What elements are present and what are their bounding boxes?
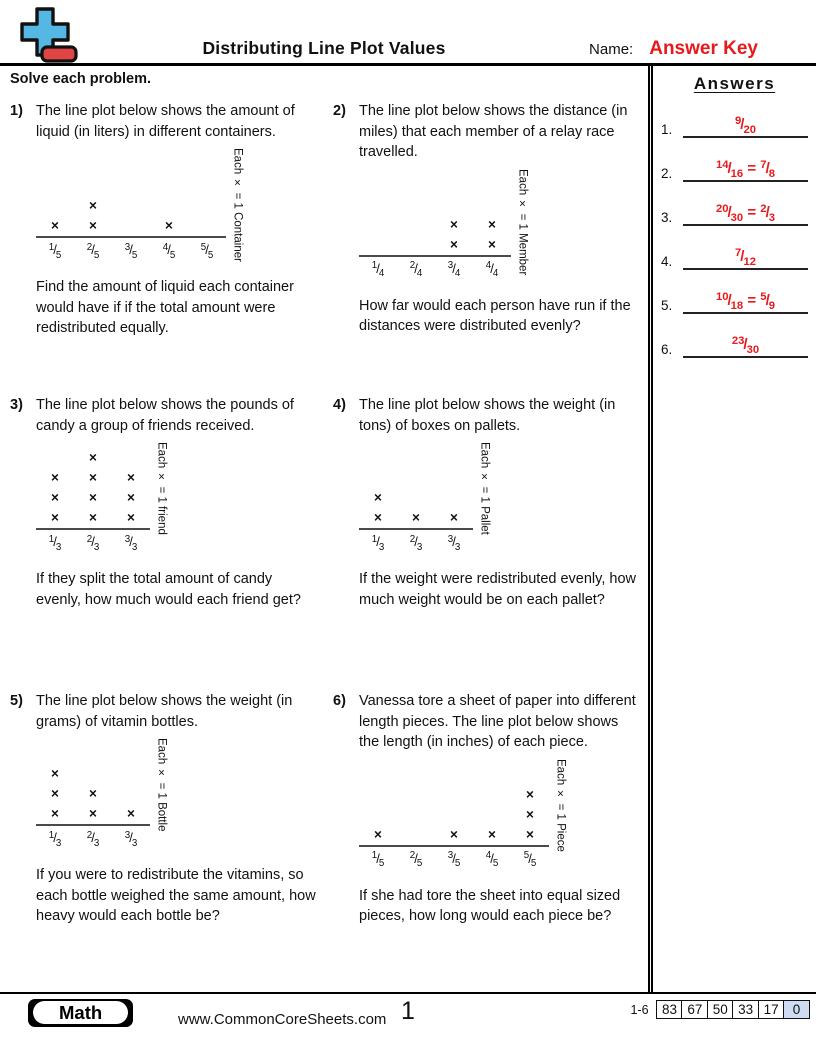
score-cell: 0 [783,1000,810,1019]
x-mark: × [51,786,59,802]
tick-label [397,530,435,554]
problem-number: 3) [10,397,23,413]
content [0,66,816,992]
tick-label [473,847,511,871]
problem-question: Find the amount of liquid each container would have if if the total amount were redistributed equally. [36,279,294,337]
name-label: Name: [589,41,634,58]
x-mark: × [127,806,135,822]
score-boxes [658,1000,810,1019]
problem-text: The line plot below shows the distance (in miles) that each member of a relay race travelled. [359,103,628,161]
answer-value [731,334,760,356]
plot-column [36,764,74,824]
plot-legend: Each × = 1 friend [155,442,168,536]
problem-1 [10,95,321,389]
fraction: $^2/_5$ [409,850,423,870]
answer-blank-line [683,204,808,226]
tick-label [150,238,188,262]
fraction: $^7/_8$ [760,158,775,180]
answer-value: $^{14}/_{16} = ^7/_8$ [715,158,775,180]
plot-column [36,216,74,236]
plot-column [74,196,112,236]
x-mark: × [526,826,534,842]
plot-axis [36,442,150,530]
plot-column [112,804,150,824]
x-mark: × [450,510,458,526]
answer-row [661,182,808,226]
problem-number: 1) [10,103,23,119]
score-cell: 83 [656,1000,683,1019]
line-plot [36,442,321,554]
x-mark: × [374,826,382,842]
line-plot [359,169,644,281]
tick-label [397,847,435,871]
problem-text: The line plot below shows the weight (in tons) of boxes on pallets. [359,397,616,434]
problem-text: The line plot below shows the amount of liquid (in liters) in different containers. [36,103,295,140]
plot-tick-labels [359,257,511,281]
plot-legend: Each × = 1 Piece [554,758,567,852]
footer [0,992,816,1056]
math-badge [28,999,133,1027]
answer-number: 4. [661,254,673,269]
tick-label [74,530,112,554]
answer-row [661,314,808,358]
problem-question: If they split the total amount of candy evenly, how much would each friend get? [36,571,301,608]
fraction: $^9/_{20}$ [735,114,756,136]
plot-column [435,215,473,255]
answer-blank-line [683,160,808,182]
header [0,0,816,66]
x-mark: × [89,510,97,526]
x-mark: × [526,786,534,802]
tick-label [112,530,150,554]
fraction: $^5/_9$ [760,290,775,312]
plot-tick-labels [36,238,226,262]
answer-number: 6. [661,342,673,357]
answer-number: 3. [661,210,673,225]
x-mark: × [374,490,382,506]
problem-number: 5) [10,693,23,709]
x-mark: × [89,470,97,486]
problem-text: Vanessa tore a sheet of paper into different length pieces. The line plot below shows the length (in inches) of each piece. [359,693,636,751]
answer-number: 1. [661,122,673,137]
plot-axis [36,148,226,238]
score-cell: 17 [758,1000,785,1019]
plot-column [74,448,112,528]
fraction: $^{14}/_{16}$ [715,158,744,180]
x-mark: × [89,786,97,802]
problem-5 [10,685,321,927]
score-cell: 50 [707,1000,734,1019]
tick-label [36,826,74,850]
problem-text: The line plot below shows the weight (in grams) of vitamin bottles. [36,693,293,730]
plot-axis [36,738,150,826]
fraction: $^1/_3$ [371,533,385,553]
answers-title: Answers [693,74,776,93]
problem-question: If she had tore the sheet into equal sized pieces, how long would each piece be? [359,887,621,925]
fraction: $^2/_5$ [86,241,100,261]
answer-blank-line [683,336,808,358]
x-mark: × [89,450,97,466]
page-number: 1 [401,997,415,1025]
plot-legend: Each × = 1 Container [231,148,244,263]
fraction: $^{20}/_{30}$ [715,202,744,224]
tick-label [36,530,74,554]
fraction: $^4/_5$ [485,850,499,870]
answer-key-label: Answer Key [649,38,758,59]
plot-column [511,785,549,845]
x-mark: × [51,766,59,782]
plot-column [473,825,511,845]
answer-value [735,114,756,136]
name-block [589,38,758,60]
tick-label [359,257,397,281]
plot-column [473,215,511,255]
answer-row [661,94,808,138]
plot-column [397,508,435,528]
line-plot [359,442,644,554]
plot-column [359,825,397,845]
problem-4 [333,389,644,685]
problems-area [0,66,648,992]
site-url: www.CommonCoreSheets.com [178,1011,387,1028]
fraction: $^{10}/_{18}$ [715,290,744,312]
x-mark: × [127,490,135,506]
fraction: $^4/_4$ [485,260,499,280]
x-mark: × [450,826,458,842]
answers-list [661,94,808,358]
x-mark: × [51,218,59,234]
answer-number: 2. [661,166,673,181]
page-title: Distributing Line Plot Values [202,38,446,58]
math-badge-label: Math [33,1001,128,1024]
plot-axis [359,169,511,257]
fraction: $^{23}/_{30}$ [731,334,760,356]
x-mark: × [89,490,97,506]
fraction: $^1/_3$ [48,829,62,849]
fraction: $^1/_5$ [48,241,62,261]
tick-label [397,257,435,281]
answer-value [735,246,756,268]
score-cell: 67 [681,1000,708,1019]
x-mark: × [450,216,458,232]
plot-legend: Each × = 1 Member [516,168,529,276]
tick-label [511,847,549,871]
fraction: $^3/_5$ [124,241,138,261]
tick-label [473,257,511,281]
answer-value: $^{20}/_{30} = ^2/_3$ [715,202,775,224]
tick-label [435,530,473,554]
fraction: $^3/_4$ [447,260,461,280]
fraction: $^2/_3$ [86,829,100,849]
fraction: $^2/_3$ [86,533,100,553]
plot-column [74,784,112,824]
x-mark: × [127,510,135,526]
fraction: $^3/_3$ [124,829,138,849]
x-mark: × [89,198,97,214]
answers-panel [648,66,816,992]
plot-column [359,488,397,528]
x-mark: × [51,806,59,822]
problem-3 [10,389,321,685]
answer-row [661,270,808,314]
plot-column [112,468,150,528]
x-mark: × [165,218,173,234]
x-mark: × [127,470,135,486]
tick-label [359,847,397,871]
line-plot [36,148,321,262]
fraction: $^2/_3$ [409,533,423,553]
x-mark: × [51,490,59,506]
answer-blank-line [683,116,808,138]
problem-6 [333,685,644,927]
answer-blank-line [683,248,808,270]
answer-value: $^{10}/_{18} = ^5/_9$ [715,290,775,312]
fraction: $^5/_5$ [200,241,214,261]
problem-number: 2) [333,103,346,119]
line-plot [359,759,644,871]
problem-question: How far would each person have run if the distances were distributed evenly? [359,297,631,335]
tick-label [435,847,473,871]
score-range-label: 1-6 [630,1002,649,1017]
tick-label [36,238,74,262]
plot-tick-labels [36,530,150,554]
tick-label [435,257,473,281]
x-mark: × [51,510,59,526]
problem-question: If the weight were redistributed evenly, how much weight would be on each pallet? [359,571,636,608]
plot-tick-labels [359,847,549,871]
tick-label [74,826,112,850]
x-mark: × [488,216,496,232]
answer-number: 5. [661,298,673,313]
tick-label [359,530,397,554]
fraction: $^1/_3$ [48,533,62,553]
plot-legend: Each × = 1 Bottle [155,738,168,832]
x-mark: × [89,806,97,822]
fraction: $^3/_3$ [124,533,138,553]
tick-label [112,826,150,850]
plot-column [435,508,473,528]
instructions: Solve each problem. [10,71,152,87]
x-mark: × [450,236,458,252]
plot-column [435,825,473,845]
tick-label [188,238,226,262]
fraction: $^3/_5$ [447,850,461,870]
problems-grid [0,87,648,927]
fraction: $^7/_{12}$ [735,246,756,268]
score-table [630,1000,810,1019]
answer-blank-line [683,292,808,314]
x-mark: × [412,510,420,526]
problem-number: 4) [333,397,346,413]
x-mark: × [51,470,59,486]
problem-question: If you were to redistribute the vitamins, so each bottle weighed the same amount, how heavy would each bottle be? [36,867,316,925]
plot-tick-labels [359,530,473,554]
fraction: $^1/_4$ [371,260,385,280]
plot-axis [359,442,473,530]
x-mark: × [488,236,496,252]
line-plot [36,738,321,850]
fraction: $^1/_5$ [371,850,385,870]
fraction: $^2/_3$ [760,202,775,224]
plot-legend: Each × = 1 Pallet [478,442,491,536]
x-mark: × [526,806,534,822]
fraction: $^5/_5$ [523,850,537,870]
fraction: $^4/_5$ [162,241,176,261]
x-mark: × [374,510,382,526]
plot-tick-labels [36,826,150,850]
answer-row [661,226,808,270]
x-mark: × [89,218,97,234]
fraction: $^2/_4$ [409,260,423,280]
plot-column [150,216,188,236]
plot-column [36,468,74,528]
score-cell: 33 [732,1000,759,1019]
x-mark: × [488,826,496,842]
answer-row [661,138,808,182]
plot-axis [359,759,549,847]
tick-label [112,238,150,262]
tick-label [74,238,112,262]
problem-text: The line plot below shows the pounds of candy a group of friends received. [36,397,294,434]
problem-number: 6) [333,693,346,709]
fraction: $^3/_3$ [447,533,461,553]
problem-2 [333,95,644,389]
